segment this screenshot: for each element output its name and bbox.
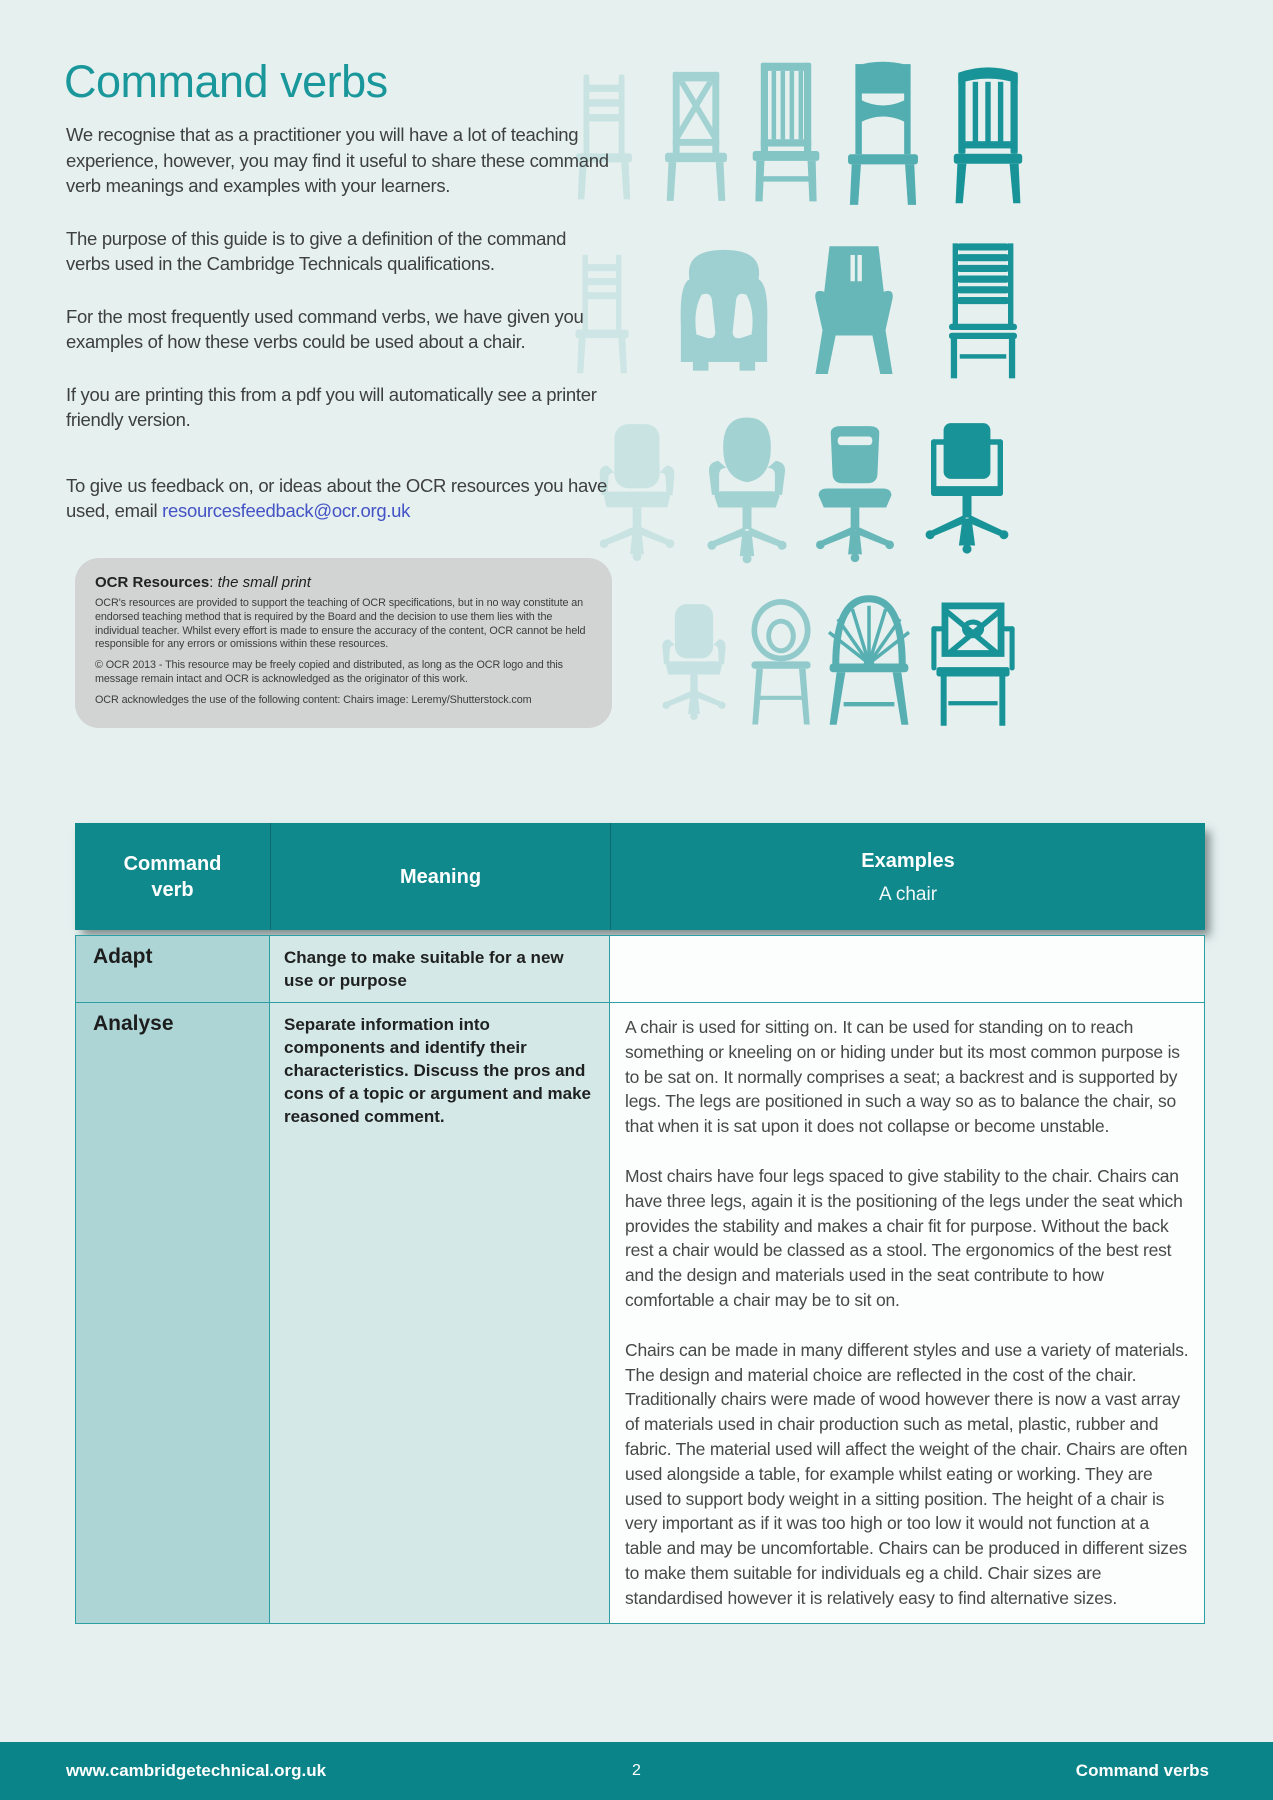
intro-paragraphs xyxy=(66,122,614,433)
intro-paragraph: For the most frequently used command verbs, we have given you examples of how these verbs could be used about a chair. xyxy=(66,305,584,352)
chair-collage xyxy=(545,38,1065,738)
meaning-cell: Change to make suitable for a new use or purpose xyxy=(269,935,610,1003)
header-meaning xyxy=(270,823,610,930)
intro-section xyxy=(66,122,614,551)
chair-office1-icon xyxy=(650,600,738,730)
chair-monobloc-icon xyxy=(793,241,915,381)
footer-website-url: www.cambridgetechnical.org.uk xyxy=(66,1761,327,1780)
chair-bentwood-icon xyxy=(740,596,822,730)
header-command-verb xyxy=(75,823,270,930)
table-row xyxy=(75,1002,1205,1624)
chair-boxframe-icon xyxy=(925,594,1021,730)
table-body xyxy=(75,935,1205,1624)
footer-bar xyxy=(0,1742,1273,1800)
small-print-box xyxy=(75,558,612,728)
chair-officeframe-icon xyxy=(913,410,1021,582)
verb-cell: Adapt xyxy=(75,935,270,1003)
small-print-heading-italic: the small print xyxy=(217,574,311,591)
intro-paragraph: We recognise that as a practitioner you will have a lot of teaching experience, however, you may find it useful to share these command verb meanings and examples with your learners. xyxy=(66,124,609,196)
table-header-row xyxy=(75,823,1205,930)
email-link[interactable]: resourcesfeedback@ocr.org.uk xyxy=(162,500,411,521)
chair-armchair-icon xyxy=(663,243,785,381)
chair-wicker-icon xyxy=(817,590,921,730)
command-verbs-table xyxy=(75,823,1205,1624)
small-print-paragraph: OCR's resources are provided to support the teaching of OCR specifications, but in no way constitute an endorsed teaching method that is required by the Board and the decision to use them lies with the individual teacher. Whilst every effort is made to ensure the accuracy of the content, OCR cannot be held responsible for any errors or omissions within these resources. xyxy=(95,597,586,651)
footer-page-number: 2 xyxy=(632,1762,641,1779)
small-print-heading xyxy=(95,574,592,591)
header-examples-label: Examples xyxy=(861,849,955,872)
chair-xback-icon xyxy=(653,63,739,208)
header-meaning-label: Meaning xyxy=(399,865,482,888)
chair-office2-icon xyxy=(693,406,801,582)
example-cell xyxy=(609,935,1205,1003)
example-cell xyxy=(609,1002,1205,1624)
table-row xyxy=(75,935,1205,1003)
header-examples-subtitle: A chair xyxy=(878,883,938,905)
meaning-cell: Separate information into components and identify their characteristics. Discuss the pros and cons of a topic or argument and make reasoned comment. xyxy=(269,1002,610,1624)
page-title: Command verbs xyxy=(64,56,388,107)
example-paragraph: Chairs can be made in many different styles and use a variety of materials. The design and material choice are reflected in the cost of the chair. Traditionally chairs were made of wood however there is now a vast array of materials used in chair production such as metal, plastic, rubber and fabric. The material used will affect the weight of the chair. Chairs are often used alongside a table, for example whilst eating or working. They are used to support body weight in a sitting position. The height of a chair is very important as if it was too high or too low it would not function at a table and may be uncomfortable. Chairs can be produced in different sizes to make them suitable for individuals eg a child. Chair sizes are standardised however it is relatively easy to find alternative sizes. xyxy=(625,1339,1189,1608)
chair-slat-icon xyxy=(943,60,1033,208)
example-paragraph: Most chairs have four legs spaced to give stability to the chair. Chairs can have three legs, again it is the positioning of the legs under the seat which provides the stability and makes a chair fit for purpose. Without the back rest a chair would be classed as a stool. The ergonomics of the best rest and the design and materials used in the seat contribute to how comfortable a chair may be to sit on. xyxy=(625,1165,1183,1310)
feedback-paragraph xyxy=(66,473,614,524)
header-command-verb-label: Command verb xyxy=(123,852,222,901)
intro-paragraph: If you are printing this from a pdf you will automatically see a printer friendly version. xyxy=(66,383,597,430)
small-print-heading-bold: OCR Resources xyxy=(95,574,210,591)
verb-cell: Analyse xyxy=(75,1002,270,1624)
small-print-paragraph: OCR acknowledges the use of the following content: Chairs image: Leremy/Shutterstock.com xyxy=(95,693,532,706)
header-examples xyxy=(610,823,1205,930)
chair-office3-icon xyxy=(803,413,907,583)
small-print-heading-sep: : xyxy=(209,574,218,591)
small-print-paragraph: © OCR 2013 - This resource may be freely copied and distributed, as long as the OCR logo and this message remain intact and OCR is acknowledged as the originator of this work. xyxy=(95,659,563,685)
example-paragraph: A chair is used for sitting on. It can be used for standing on to reach something or kneeling on or hiding under but its most common purpose is to be sat on. It normally comprises a seat; a backrest and is supported by legs. The legs are positioned in such a way so as to balance the chair, so that when it is sat upon it does not collapse or become unstable. xyxy=(625,1017,1180,1137)
chair-metalslat-icon xyxy=(937,238,1029,381)
footer-document-title: Command verbs xyxy=(1075,1761,1209,1780)
small-print-paragraphs xyxy=(95,597,592,708)
intro-paragraph: The purpose of this guide is to give a definition of the command verbs used in the Cambridge Technicals qualifications. xyxy=(66,227,567,274)
chair-spindle-icon xyxy=(741,58,831,208)
feedback-text: To give us feedback on, or ideas about the OCR resources you have used, email xyxy=(66,474,607,521)
chair-bow-icon xyxy=(837,60,929,208)
